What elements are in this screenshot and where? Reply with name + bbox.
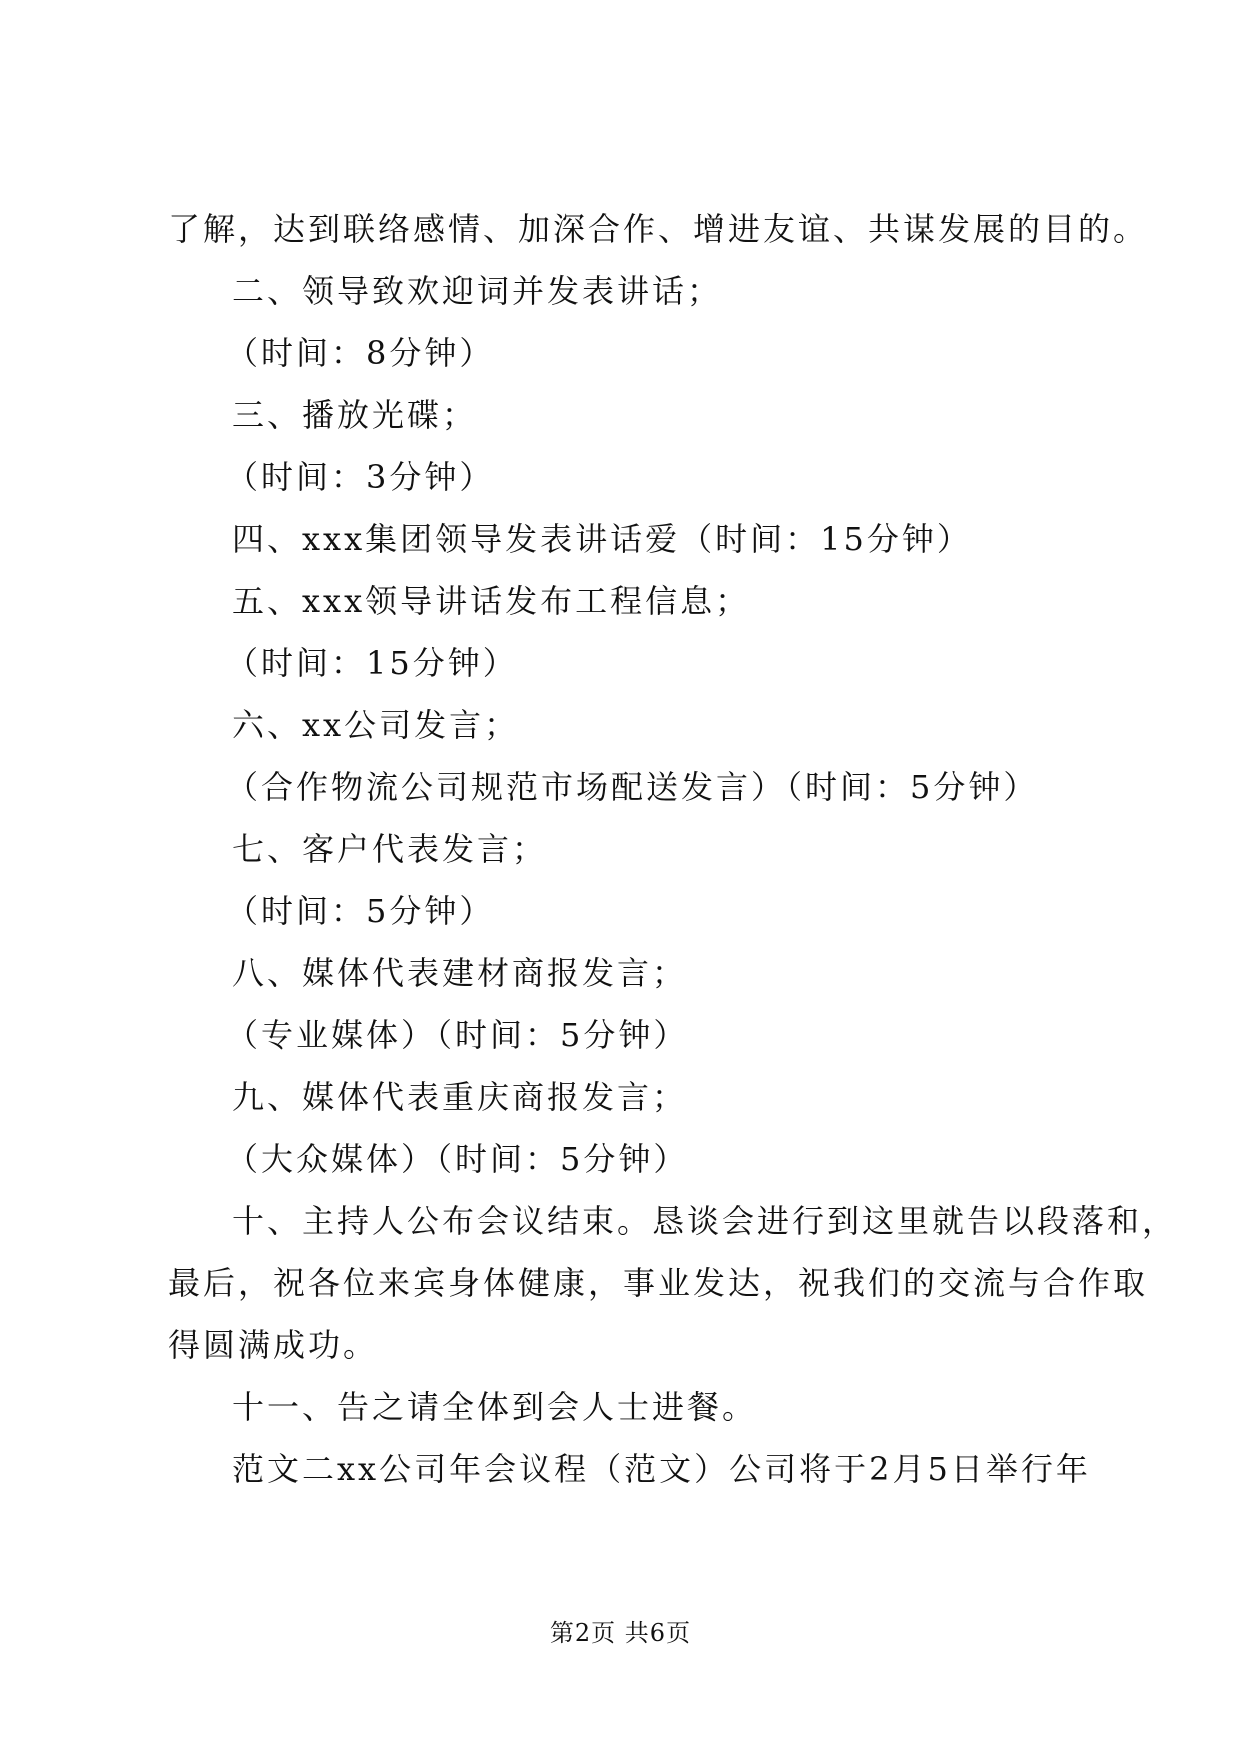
agenda-item-9: 九、媒体代表重庆商报发言； <box>232 1078 688 1116</box>
paragraph-line: 得圆满成功。 <box>168 1326 379 1364</box>
agenda-item-11: 十一、告之请全体到会人士进餐。 <box>232 1388 758 1426</box>
agenda-item-8-time: （专业媒体）（时间：5分钟） <box>226 1016 689 1054</box>
agenda-item-9-time: （大众媒体）（时间：5分钟） <box>226 1140 689 1178</box>
paragraph-line: 范文二xx公司年会议程（范文）公司将于2月5日举行年 <box>232 1450 1091 1488</box>
agenda-item-5: 五、xxx领导讲话发布工程信息； <box>232 582 751 620</box>
paragraph-line: 了解，达到联络感情、加深合作、增进友谊、共谋发展的目的。 <box>168 210 1149 248</box>
agenda-item-7: 七、客户代表发言； <box>232 830 548 868</box>
agenda-item-2: 二、领导致欢迎词并发表讲话； <box>232 272 723 310</box>
agenda-item-2-time: （时间：8分钟） <box>226 334 495 372</box>
agenda-item-7-time: （时间：5分钟） <box>226 892 495 930</box>
agenda-item-10: 十、主持人公布会议结束。恳谈会进行到这里就告以段落和， <box>232 1202 1178 1240</box>
agenda-item-4: 四、xxx集团领导发表讲话爱（时间：15分钟） <box>232 520 972 558</box>
body-text <box>168 198 1178 1500</box>
paragraph-line: 最后，祝各位来宾身体健康，事业发达，祝我们的交流与合作取 <box>168 1264 1149 1302</box>
agenda-item-6: 六、xx公司发言； <box>232 706 520 744</box>
agenda-item-6-time: （合作物流公司规范市场配送发言）（时间：5分钟） <box>226 768 1039 806</box>
agenda-item-3: 三、播放光碟； <box>232 396 478 434</box>
agenda-item-3-time: （时间：3分钟） <box>226 458 495 496</box>
agenda-item-8: 八、媒体代表建材商报发言； <box>232 954 688 992</box>
agenda-item-5-time: （时间：15分钟） <box>226 644 518 682</box>
page-footer: 第2页 共6页 <box>549 1619 692 1647</box>
